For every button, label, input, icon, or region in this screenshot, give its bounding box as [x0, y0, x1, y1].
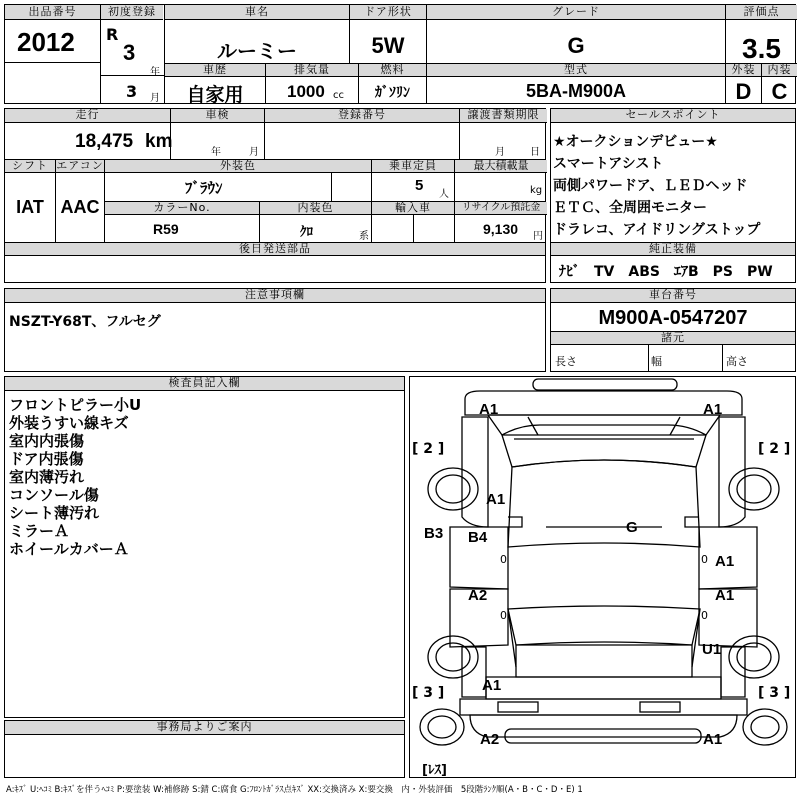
inspector-line-5: 室内薄汚れ — [9, 468, 85, 486]
model-label: 型式 — [427, 64, 725, 77]
dims-label: 諸元 — [551, 332, 795, 345]
damage-mark: A1 — [482, 677, 502, 694]
reg-month-unit: 月 — [150, 93, 160, 104]
ac: AAC — [60, 197, 100, 217]
damage-mark: B3 — [424, 525, 444, 542]
inspection-month-unit: 月 — [249, 147, 259, 158]
transfer-day-unit: 日 — [530, 147, 540, 158]
disp-unit: cc — [333, 90, 344, 101]
color-label: 外装色 — [105, 160, 371, 173]
office-label: 事務局よりご案内 — [5, 721, 404, 735]
era: R — [106, 25, 119, 44]
damage-mark: A2 — [468, 587, 488, 604]
damage-diagram — [409, 376, 796, 778]
score-label: 評価点 — [726, 5, 797, 20]
fuel-label: 燃料 — [359, 64, 426, 77]
load-label: 最大積載量 — [455, 160, 547, 173]
length-label: 長さ — [555, 355, 577, 368]
reg-year-unit: 年 — [150, 67, 160, 78]
damage-mark: A1 — [703, 401, 723, 418]
door: 5W — [371, 33, 405, 58]
inspection-label: 車検 — [171, 109, 264, 123]
door-label: ドア形状 — [350, 5, 426, 20]
header-block — [4, 4, 796, 104]
colorno-label: カラーNo. — [105, 202, 259, 215]
notes-text: NSZT-Y68T、フルセグ — [9, 314, 161, 330]
load-unit: kg — [530, 185, 543, 196]
disp-label: 排気量 — [266, 64, 358, 77]
tire-front-right: [ 2 ] — [758, 441, 791, 457]
mileage-label: 走行 — [5, 109, 170, 123]
chassis-block — [550, 288, 796, 372]
grade-label: グレード — [427, 5, 725, 20]
reg-year: 3 — [123, 40, 136, 65]
details-block — [4, 108, 546, 283]
height-label: 高さ — [726, 355, 748, 368]
inspector-line-4: ドア内張傷 — [9, 450, 84, 468]
sales-line-4: ＥＴＣ、全周囲モニター — [553, 200, 707, 216]
equipment-items: ﾅﾋﾞ TV ABS ｴｱB PS PW — [559, 264, 773, 280]
name-label: 車名 — [165, 5, 349, 20]
recycle: 9,130 — [483, 221, 519, 237]
inspector-line-1: フロントピラー小U — [9, 396, 142, 414]
lot-label: 出品番号 — [5, 5, 100, 20]
rear-parts-label: 後日発送部品 — [5, 243, 545, 256]
transfer-label: 譲渡書類期限 — [460, 109, 547, 123]
color: ﾌﾞﾗｳﾝ — [185, 179, 223, 197]
inspector-label: 検査員記入欄 — [5, 377, 404, 391]
inspector-line-9: ホイールカバーＡ — [9, 540, 129, 558]
int-label: 内装 — [762, 64, 797, 77]
damage-mark: G — [626, 519, 638, 536]
tread-value: 0 — [500, 553, 507, 566]
sales-line-2: スマートアシスト — [553, 156, 664, 172]
recycle-label: リサイクル預託金 — [455, 202, 547, 215]
inspection-year-unit: 年 — [211, 147, 221, 158]
tread-value: 0 — [701, 553, 708, 566]
sales-line-1: ★オークションデビュー★ — [553, 134, 718, 150]
inspector-line-7: シート薄汚れ — [9, 504, 100, 522]
fuel: ｶﾞｿﾘﾝ — [375, 85, 410, 101]
tread-value: 0 — [701, 609, 708, 622]
damage-mark: A2 — [480, 731, 500, 748]
shift-label: シフト — [5, 160, 55, 173]
score: 3.5 — [742, 33, 781, 64]
reg-month: 3 — [126, 82, 138, 101]
tire-front-left: [ 2 ] — [412, 441, 445, 457]
spare-tire: [ﾚｽ] — [422, 763, 447, 778]
damage-mark: A1 — [715, 587, 735, 604]
mileage: 18,475 — [75, 131, 134, 152]
damage-mark: A1 — [486, 491, 506, 508]
ext-grade: D — [735, 79, 752, 104]
capacity-label: 乗車定員 — [372, 160, 454, 173]
tread-value: 0 — [500, 609, 507, 622]
office-block — [4, 720, 405, 778]
sales-line-3: 両側パワードア、ＬＥＤヘッド — [553, 178, 748, 194]
chassis-number: M900A-0547207 — [598, 307, 748, 329]
width-label: 幅 — [651, 355, 662, 368]
intcolor: ｸﾛ — [300, 225, 313, 240]
displacement: 1000 — [287, 82, 325, 101]
capacity-unit: 人 — [439, 189, 449, 200]
lot-number: 2012 — [17, 27, 75, 57]
damage-mark: A1 — [715, 553, 735, 570]
notes-label: 注意事項欄 — [5, 289, 545, 303]
model: 5BA-M900A — [525, 81, 627, 101]
tire-rear-right: [ 3 ] — [758, 685, 791, 701]
damage-mark: B4 — [468, 529, 488, 546]
car-outline — [410, 377, 797, 779]
mileage-unit: km — [145, 131, 173, 152]
inspector-line-8: ミラーＡ — [9, 522, 70, 540]
sales-block — [550, 108, 796, 283]
inspector-line-3: 室内内張傷 — [9, 432, 85, 450]
inspector-block — [4, 376, 405, 718]
sales-label: セールスポイント — [551, 109, 795, 123]
capacity: 5 — [415, 177, 424, 194]
damage-mark: A1 — [479, 401, 499, 418]
intcolor-label: 内装色 — [260, 202, 371, 215]
inspector-line-2: 外装うすい線キズ — [9, 414, 129, 432]
ext-label: 外装 — [726, 64, 761, 77]
recycle-unit: 円 — [533, 231, 543, 242]
sales-line-5: ドラレコ、アイドリングストップ — [553, 222, 761, 238]
damage-mark: U1 — [702, 641, 722, 658]
equipment-label: 純正装備 — [551, 243, 795, 256]
ac-label: エアコン — [56, 159, 104, 172]
plate-label: 登録番号 — [265, 109, 459, 123]
reg-label: 初度登録 — [101, 5, 163, 20]
import-label: 輸入車 — [372, 202, 454, 215]
intcolor-unit: 系 — [359, 231, 369, 242]
car-name: ルーミー — [217, 39, 297, 63]
colorno: R59 — [153, 221, 179, 237]
shift: IAT — [16, 197, 44, 217]
legend: A:ｷｽﾞ U:ﾍｺﾐ B:ｷｽﾞを伴うﾍｺﾐ P:要塗装 W:補修跡 S:錆 C:腐食 G:ﾌﾛﾝﾄｶﾞﾗｽ点ｷｽﾞ XX:交換済み X:要交換 内・外装評価 5段階ﾗﾝｸ順(A・B・C・D・E) 1 — [6, 785, 583, 795]
tire-rear-left: [ 3 ] — [412, 685, 445, 701]
history-label: 車歴 — [165, 64, 265, 77]
int-grade: C — [771, 79, 788, 104]
chassis-label: 車台番号 — [551, 289, 795, 303]
inspector-line-6: コンソール傷 — [9, 486, 99, 504]
notes-block — [4, 288, 546, 372]
damage-mark: A1 — [703, 731, 723, 748]
grade: G — [567, 33, 585, 58]
history: 自家用 — [186, 84, 244, 106]
transfer-month-unit: 月 — [495, 147, 505, 158]
